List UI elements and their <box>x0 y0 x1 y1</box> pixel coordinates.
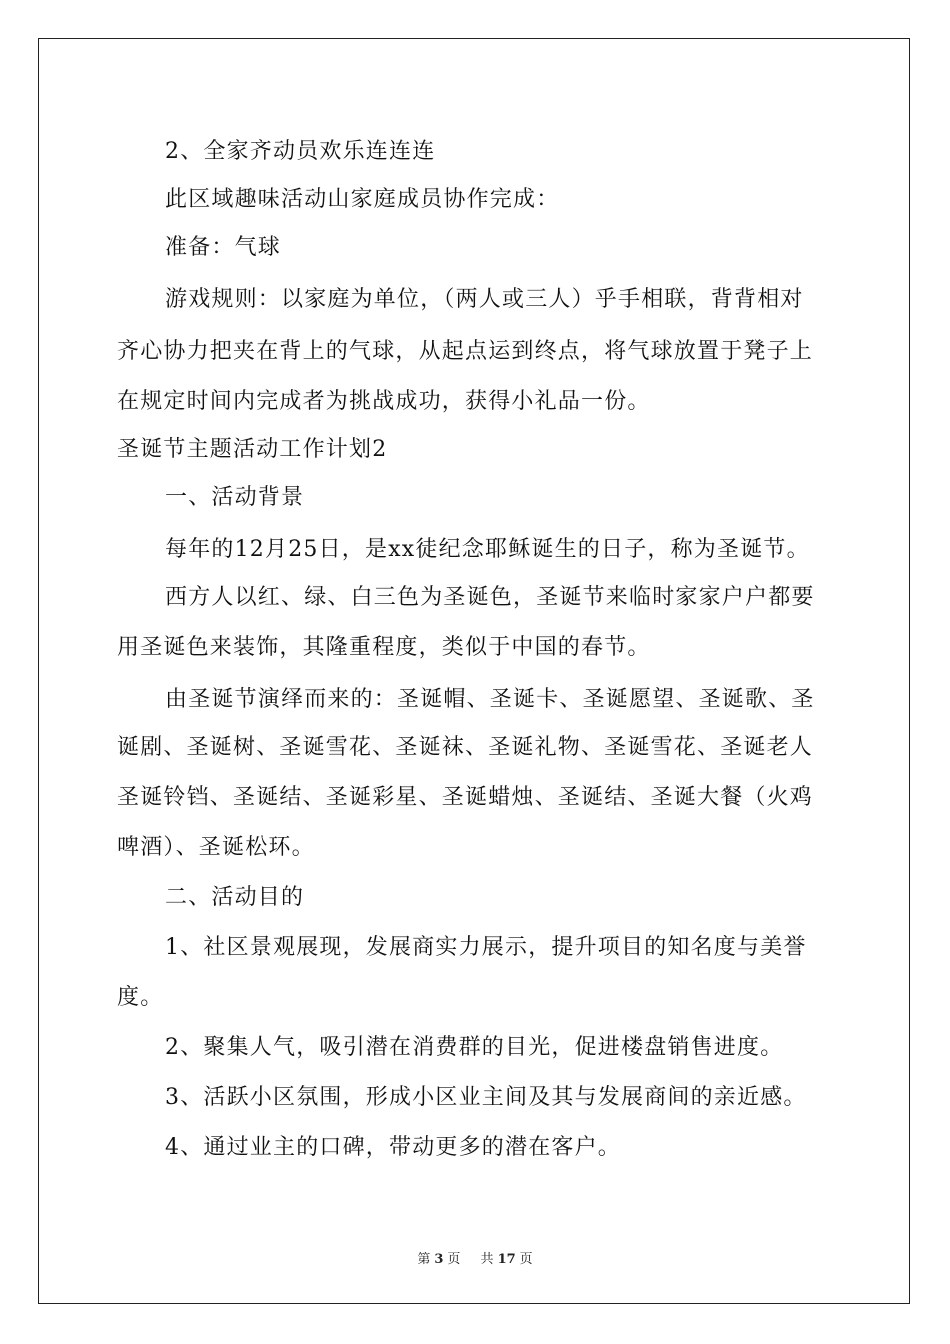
paragraph-line: 2、全家齐动员欢乐连连连 <box>165 139 436 164</box>
page-suffix: 页 <box>447 1252 461 1267</box>
paragraph-line: 圣诞铃铛、圣诞结、圣诞彩星、圣诞蜡烛、圣诞结、圣诞大餐（火鸡 <box>117 785 814 810</box>
paragraph-line: 齐心协力把夹在背上的气球，从起点运到终点，将气球放置于凳子上 <box>117 339 814 364</box>
paragraph-line: 诞剧、圣诞树、圣诞雪花、圣诞袜、圣诞礼物、圣诞雪花、圣诞老人 <box>117 735 814 760</box>
section-heading: 二、活动目的 <box>165 885 305 910</box>
paragraph-line: 度。 <box>117 985 164 1010</box>
total-pages: 17 <box>497 1252 516 1267</box>
page-total <box>477 1252 537 1267</box>
paragraph-line: 每年的12月25日，是xx徒纪念耶稣诞生的日子，称为圣诞节。 <box>165 537 810 562</box>
page-border <box>38 38 910 1304</box>
paragraph-line: 准备：气球 <box>165 235 282 260</box>
paragraph-line: 4、通过业主的口碑，带动更多的潜在客户。 <box>165 1135 621 1160</box>
current-page: 3 <box>434 1252 444 1267</box>
paragraph-line: 游戏规则：以家庭为单位，（两人或三人）乎手相联，背背相对 <box>165 287 804 312</box>
paragraph-line: 用圣诞色来装饰，其隆重程度，类似于中国的春节。 <box>117 635 651 660</box>
paragraph-line: 啤酒）、圣诞松环。 <box>117 835 315 860</box>
paragraph-line: 西方人以红、绿、白三色为圣诞色，圣诞节来临时家家户户都要 <box>165 585 815 610</box>
section-heading: 一、活动背景 <box>165 485 305 510</box>
paragraph-line: 2、聚集人气，吸引潜在消费群的目光，促进楼盘销售进度。 <box>165 1035 784 1060</box>
page-footer <box>0 1248 950 1267</box>
page-number <box>413 1252 464 1267</box>
total-suffix: 页 <box>519 1252 533 1267</box>
paragraph-line: 3、活跃小区氛围，形成小区业主间及其与发展商间的亲近感。 <box>165 1085 807 1110</box>
paragraph-line: 在规定时间内完成者为挑战成功，获得小礼品一份。 <box>117 389 651 414</box>
page-prefix: 第 <box>417 1252 431 1267</box>
paragraph-line: 1、社区景观展现，发展商实力展示，提升项目的知名度与美誉 <box>165 935 807 960</box>
paragraph-line: 此区域趣味活动山家庭成员协作完成： <box>165 187 560 212</box>
total-prefix: 共 <box>480 1252 494 1267</box>
paragraph-line: 由圣诞节演绎而来的：圣诞帽、圣诞卡、圣诞愿望、圣诞歌、圣 <box>165 687 815 712</box>
section-title: 圣诞节主题活动工作计划2 <box>117 437 388 462</box>
